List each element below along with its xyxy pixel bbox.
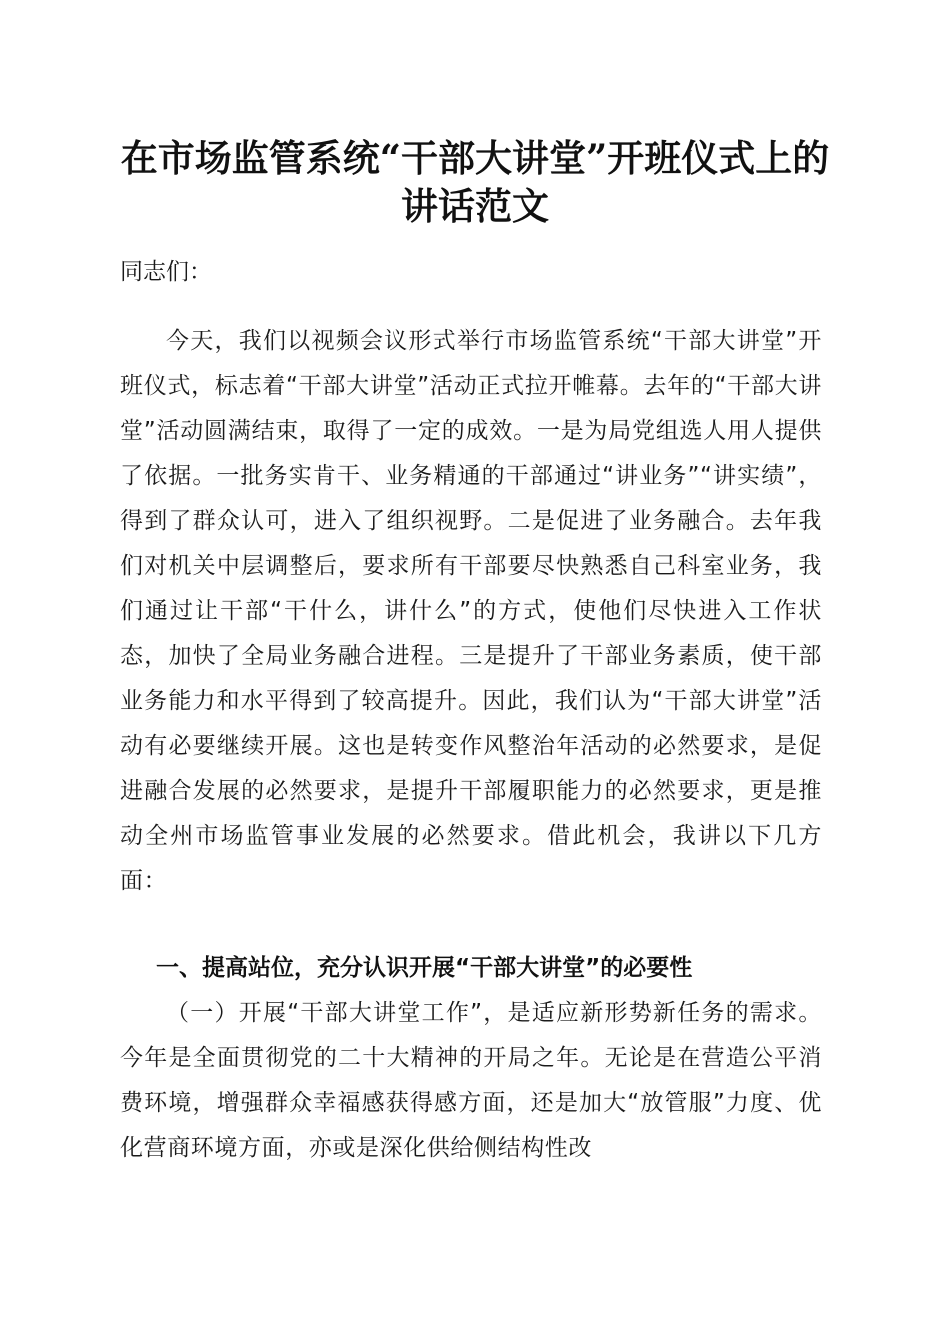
- paragraph-opening: 今天，我们以视频会议形式举行市场监管系统“干部大讲堂”开班仪式，标志着“干部大讲堂”活动正式拉开帷幕。去年的“干部大讲堂”活动圆满结束，取得了一定的成效。一是为局党组选人用人提供了依据。一批务实肯干、业务精通的干部通过“讲业务”“讲实绩”，得到了群众认可，进入了组织视野。二是促进了业务融合。去年我们对机关中层调整后，要求所有干部要尽快熟悉自己科室业务，我们通过让干部“干什么，讲什么”的方式，使他们尽快进入工作状态，加快了全局业务融合进程。三是提升了干部业务素质，使干部业务能力和水平得到了较高提升。因此，我们认为“干部大讲堂”活动有必要继续开展。这也是转变作风整治年活动的必然要求，是促进融合发展的必然要求，是提升干部履职能力的必然要求，更是推动全州市场监管事业发展的必然要求。借此机会，我讲以下几方面：: [120, 328, 822, 894]
- paragraph-subsection-1: （一）开展“干部大讲堂工作”，是适应新形势新任务的需求。今年是全面贯彻党的二十大精神的开局之年。无论是在营造公平消费环境，增强群众幸福感获得感方面，还是加大“放管服”力度、优化营商环境方面，亦或是深化供给侧结构性改: [120, 1000, 822, 1161]
- document-title-line-1: 在市场监管系统“干部大讲堂”开班仪式上的: [120, 136, 830, 180]
- document-title-line-2: 讲话范文: [401, 184, 549, 228]
- salutation: 同志们：: [120, 259, 212, 285]
- section-heading-1: 一、提高站位，充分认识开展“干部大讲堂”的必要性: [156, 955, 693, 981]
